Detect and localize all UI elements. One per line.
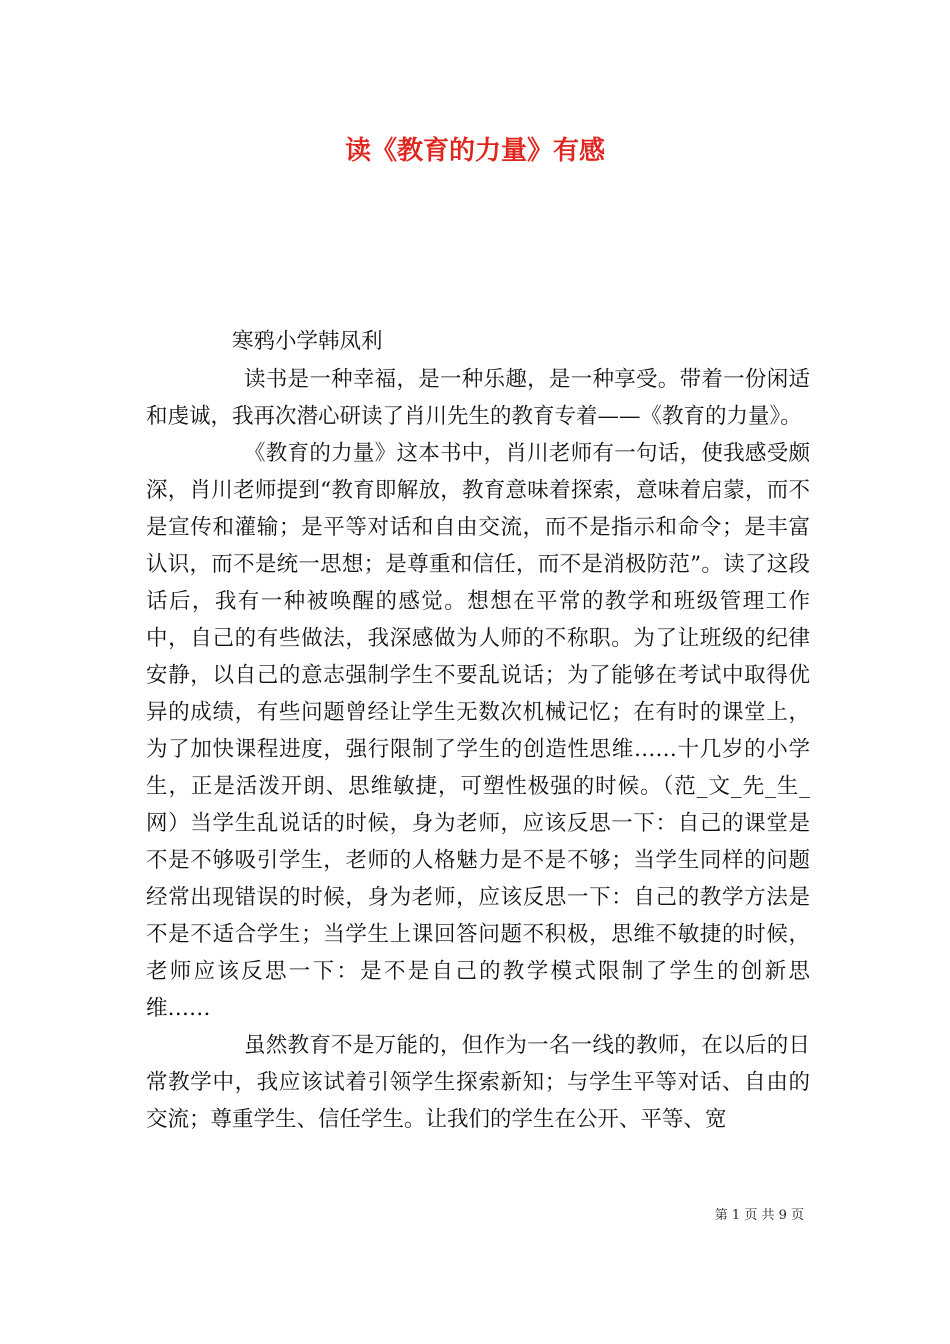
paragraph-1: 读书是一种幸福，是一种乐趣，是一种享受。带着一份闲适和虔诚，我再次潜心研读了肖川先生的教育专着——《教育的力量》。 (146, 367, 810, 429)
document-body (146, 361, 810, 1138)
page-number-footer: 第 1 页 共 9 页 (714, 1208, 804, 1223)
document-title: 读《教育的力量》有感 (344, 136, 605, 166)
paragraph-3: 虽然教育不是万能的，但作为一名一线的教师，在以后的日常教学中，我应该试着引领学生探索新知；与学生平等对话、自由的交流；尊重学生、信任学生。让我们的学生在公开、平等、宽 (146, 1033, 810, 1132)
paragraph-2: 《教育的力量》这本书中，肖川老师有一句话，使我感受颇深，肖川老师提到“教育即解放，教育意味着探索，意味着启蒙，而不是宣传和灌输；是平等对话和自由交流，而不是指示和命令；是丰富认识，而不是统一思想；是尊重和信任，而不是消极防范”。读了这段话后，我有一种被唤醒的感觉。想想在平常的教学和班级管理工作中，自己的有些做法，我深感做为人师的不称职。为了让班级的纪律安静，以自己的意志强制学生不要乱说话；为了能够在考试中取得优异的成绩，有些问题曾经让学生无数次机械记忆；在有时的课堂上，为了加快课程进度，强行限制了学生的创造性思维……十几岁的小学生，正是活泼开朗、思维敏捷，可塑性极强的时候。（范_文_先_生_网）当学生乱说话的时候，身为老师，应该反思一下：自己的课堂是不是不够吸引学生，老师的人格魅力是不是不够；当学生同样的问题经常出现错误的时候，身为老师，应该反思一下：自己的教学方法是不是不适合学生；当学生上课回答问题不积极，思维不敏捷的时候，老师应该反思一下：是不是自己的教学模式限制了学生的创新思维…… (146, 441, 810, 1021)
author-line: 寒鸦小学韩凤利 (232, 329, 383, 354)
